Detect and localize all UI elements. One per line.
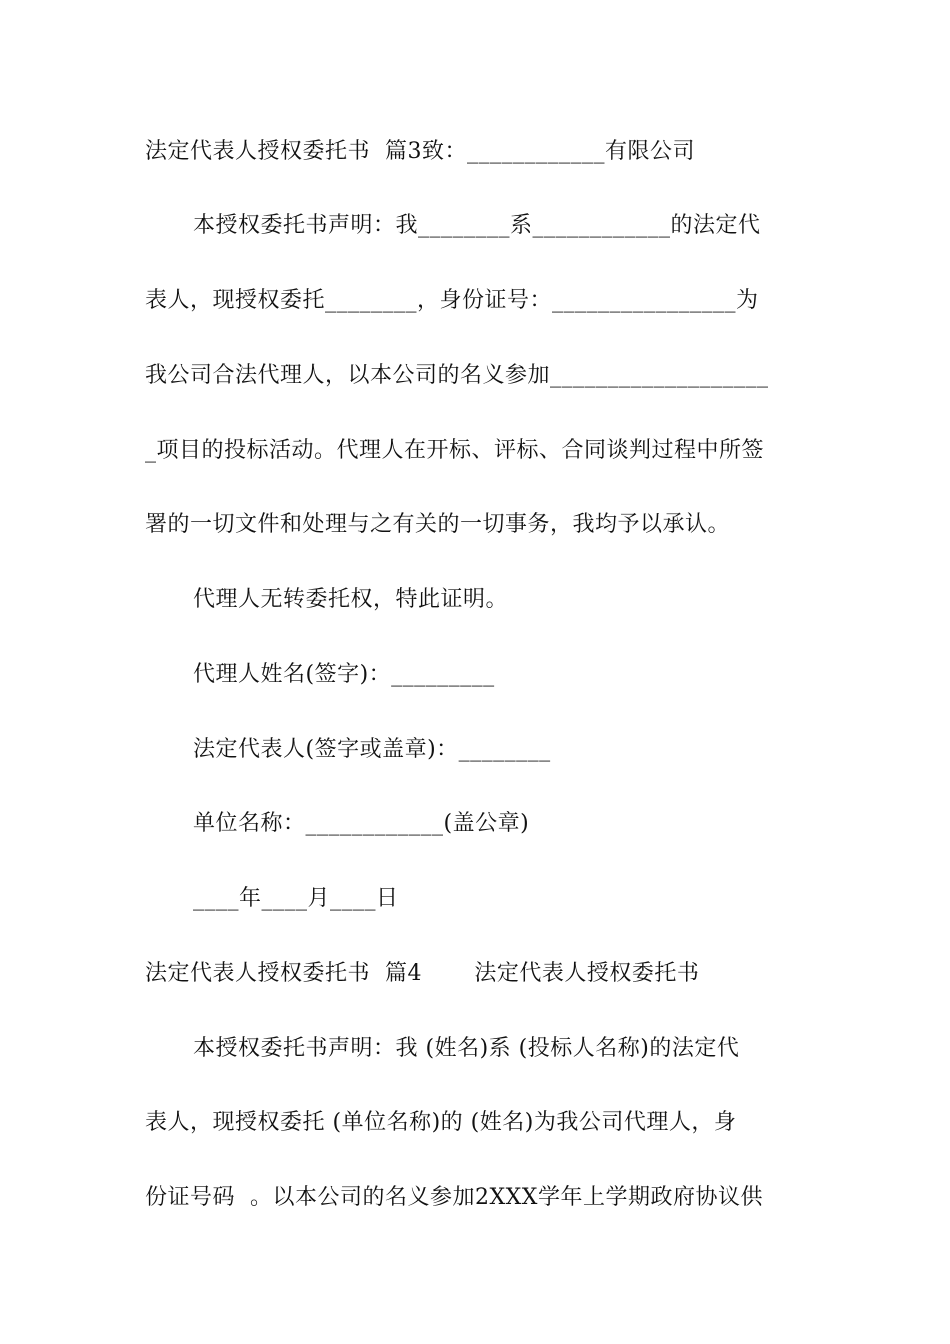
unit-name-line: 单位名称：____________(盖公章) [193,811,530,836]
paragraph-line: 表人，现授权委托________，身份证号：________________为 [145,288,759,313]
section-3-heading: 法定代表人授权委托书 篇3致：____________有限公司 [145,139,695,164]
paragraph-line: 署的一切文件和处理与之有关的一切事务，我均予以承认。 [145,512,731,537]
paragraph-line: 我公司合法代理人，以本公司的名义参加___________________ [145,363,769,388]
legal-rep-signature-line: 法定代表人(签字或盖章)：________ [193,737,551,762]
section-4-heading: 法定代表人授权委托书 篇4 法定代表人授权委托书 [145,961,700,986]
agent-signature-line: 代理人姓名(签字)：_________ [193,662,495,687]
paragraph-line: 本授权委托书声明：我 (姓名)系 (投标人名称)的法定代 [193,1036,740,1061]
paragraph-line: _项目的投标活动。代理人在开标、评标、合同谈判过程中所签 [145,438,765,463]
paragraph-line: 份证号码 。以本公司的名义参加2XXX学年上学期政府协议供 [145,1185,763,1210]
date-line: ____年____月____日 [193,886,399,911]
paragraph-line: 代理人无转委托权，特此证明。 [193,587,509,612]
paragraph-line: 表人，现授权委托 (单位名称)的 (姓名)为我公司代理人，身 [145,1110,737,1135]
paragraph-line: 本授权委托书声明：我________系____________的法定代 [193,213,761,238]
